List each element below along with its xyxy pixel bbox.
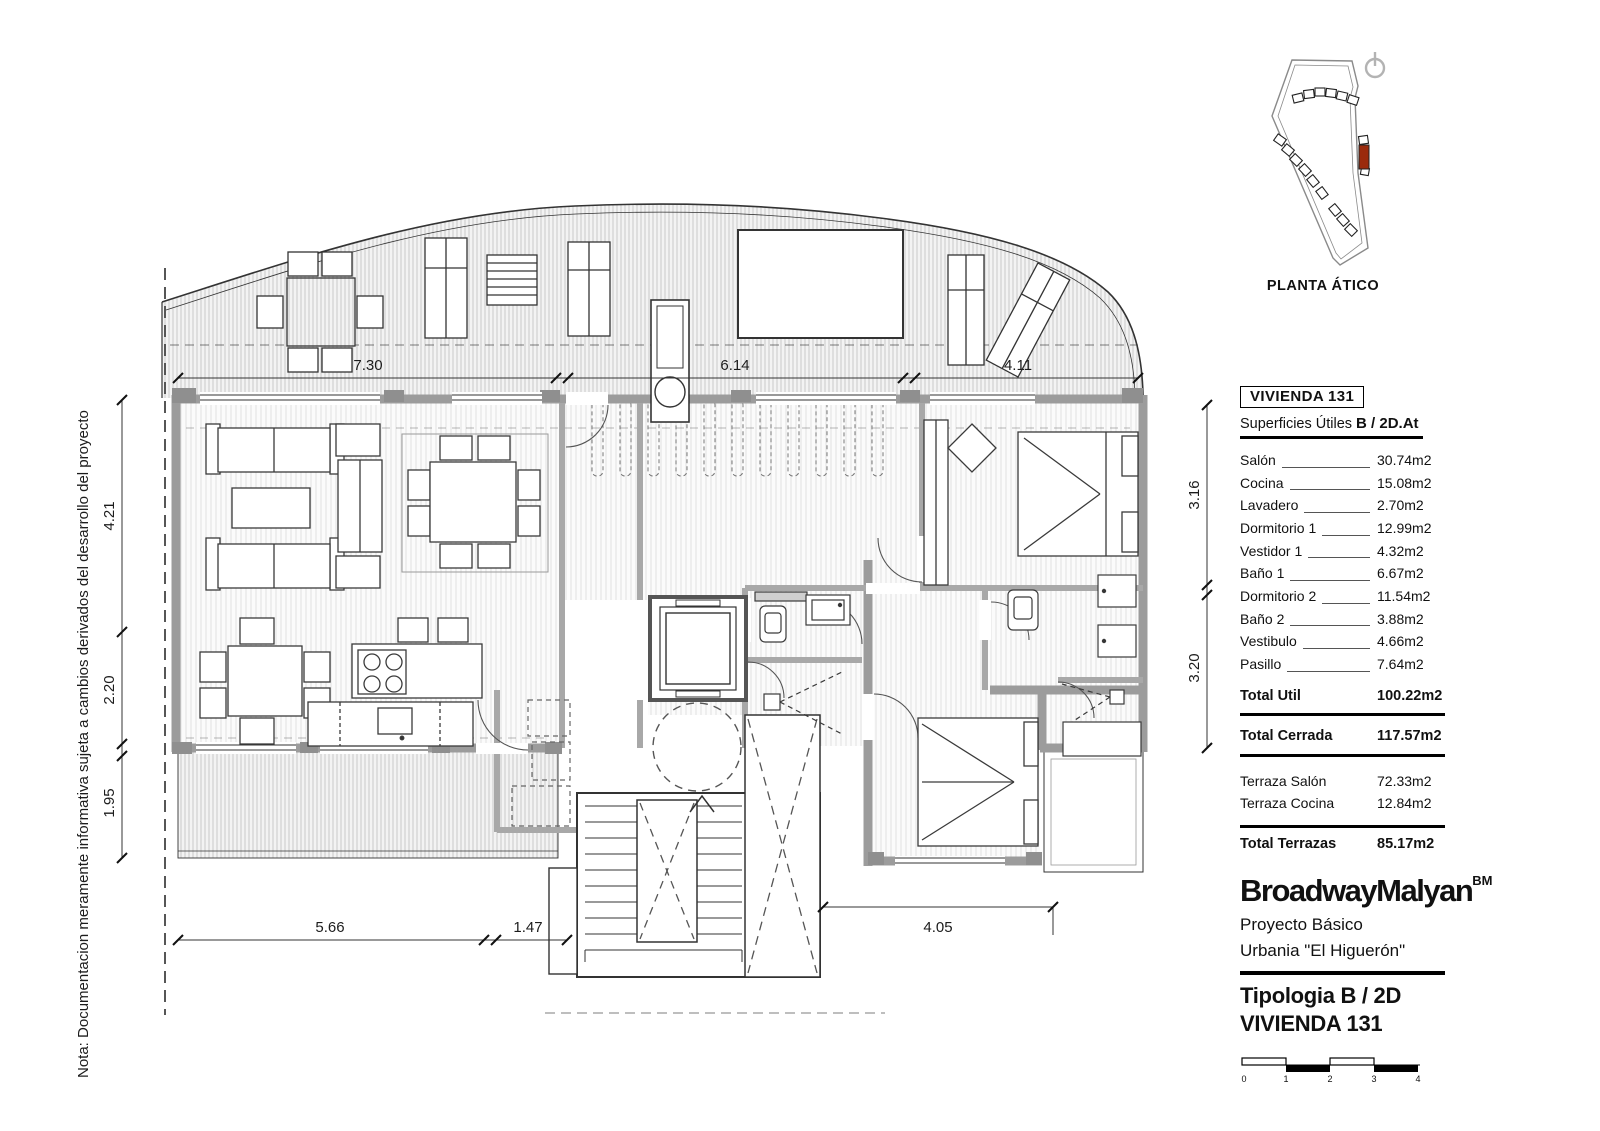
- total-cerrada-row: Total Cerrada 117.57m2: [1240, 728, 1442, 745]
- surface-row: Dormitorio 2 11.54m2: [1240, 588, 1431, 605]
- terrace-lower-left: [178, 752, 558, 858]
- svg-text:1: 1: [1283, 1073, 1289, 1083]
- floor-plan: [90, 20, 1220, 1030]
- shower-head: [764, 694, 780, 710]
- disclaimer-note: Nota: Documentacion meramente informativa sujeta a cambios derivados del desarrollo del proyecto: [75, 410, 92, 1078]
- surface-row: Lavadero 2.70m2: [1240, 497, 1424, 514]
- shower-head: [1110, 690, 1124, 704]
- terrace-lower-right: [1044, 752, 1143, 872]
- north-icon: [1366, 52, 1384, 77]
- surface-row: Dormitorio 1 12.99m2: [1240, 520, 1432, 537]
- surface-row: Cocina 15.08m2: [1240, 474, 1432, 491]
- svg-text:4: 4: [1415, 1073, 1421, 1083]
- surface-row: Vestidor 1 4.32m2: [1240, 542, 1424, 559]
- scale-bar: [1240, 1051, 1445, 1083]
- coffee-table: [232, 488, 310, 528]
- surface-row: Baño 1 6.67m2: [1240, 565, 1424, 582]
- svg-text:2.20: 2.20: [101, 675, 118, 705]
- svg-text:4.05: 4.05: [923, 919, 953, 936]
- total-util-row: Total Util 100.22m2: [1240, 687, 1443, 704]
- key-plan: [1235, 38, 1410, 278]
- unit-label: VIVIENDA 131: [1240, 1010, 1383, 1036]
- svg-text:2: 2: [1327, 1073, 1333, 1083]
- surface-row: Vestibulo 4.66m2: [1240, 633, 1424, 650]
- sun-lounger: [948, 255, 984, 365]
- typology-label: Tipologia B / 2D: [1240, 982, 1402, 1008]
- bedroom-2: [918, 718, 1038, 846]
- svg-text:3.16: 3.16: [1186, 480, 1203, 510]
- svg-text:6.14: 6.14: [720, 357, 750, 374]
- terrace-row: Terraza Cocina 12.84m2: [1240, 795, 1432, 812]
- info-panel: [1240, 386, 1493, 1086]
- dining-table: [430, 462, 516, 542]
- svg-text:0: 0: [1241, 1073, 1247, 1083]
- bath-bench: [1063, 722, 1141, 756]
- svg-text:4.11: 4.11: [1003, 357, 1033, 374]
- svg-text:3: 3: [1371, 1073, 1377, 1083]
- sun-lounger: [568, 242, 610, 336]
- svg-text:7.30: 7.30: [353, 357, 383, 374]
- project-name: Urbania "El Higuerón": [1240, 940, 1406, 960]
- surface-row: Pasillo 7.64m2: [1240, 656, 1424, 673]
- unit-number-box: VIVIENDA 131: [1240, 386, 1364, 408]
- surface-row: Salón 30.74m2: [1240, 452, 1432, 468]
- svg-text:1.95: 1.95: [101, 788, 118, 818]
- svg-text:5.66: 5.66: [315, 919, 345, 936]
- project-type: Proyecto Básico: [1240, 914, 1363, 934]
- void-shaft: [745, 715, 820, 977]
- slat-table: [487, 255, 537, 305]
- svg-text:1.47: 1.47: [513, 919, 543, 936]
- pool: [738, 230, 903, 338]
- chimney: [651, 300, 689, 422]
- sun-lounger: [425, 238, 467, 338]
- surface-row: Baño 2 3.88m2: [1240, 610, 1424, 627]
- key-plan-title: PLANTA ÁTICO: [1266, 278, 1380, 294]
- svg-text:4.21: 4.21: [101, 501, 118, 531]
- total-terrazas-row: Total Terrazas 85.17m2: [1240, 836, 1435, 853]
- terrace-row: Terraza Salón 72.33m2: [1240, 772, 1432, 789]
- highlighted-unit: [1359, 145, 1369, 169]
- breakfast-table: [228, 646, 302, 716]
- surfaces-title: Superficies Útiles B / 2D.At: [1240, 415, 1419, 432]
- svg-text:3.20: 3.20: [1186, 653, 1203, 683]
- bed: [1018, 432, 1138, 556]
- company-logo: BroadwayMalyan$^{BM}$: [1240, 872, 1493, 908]
